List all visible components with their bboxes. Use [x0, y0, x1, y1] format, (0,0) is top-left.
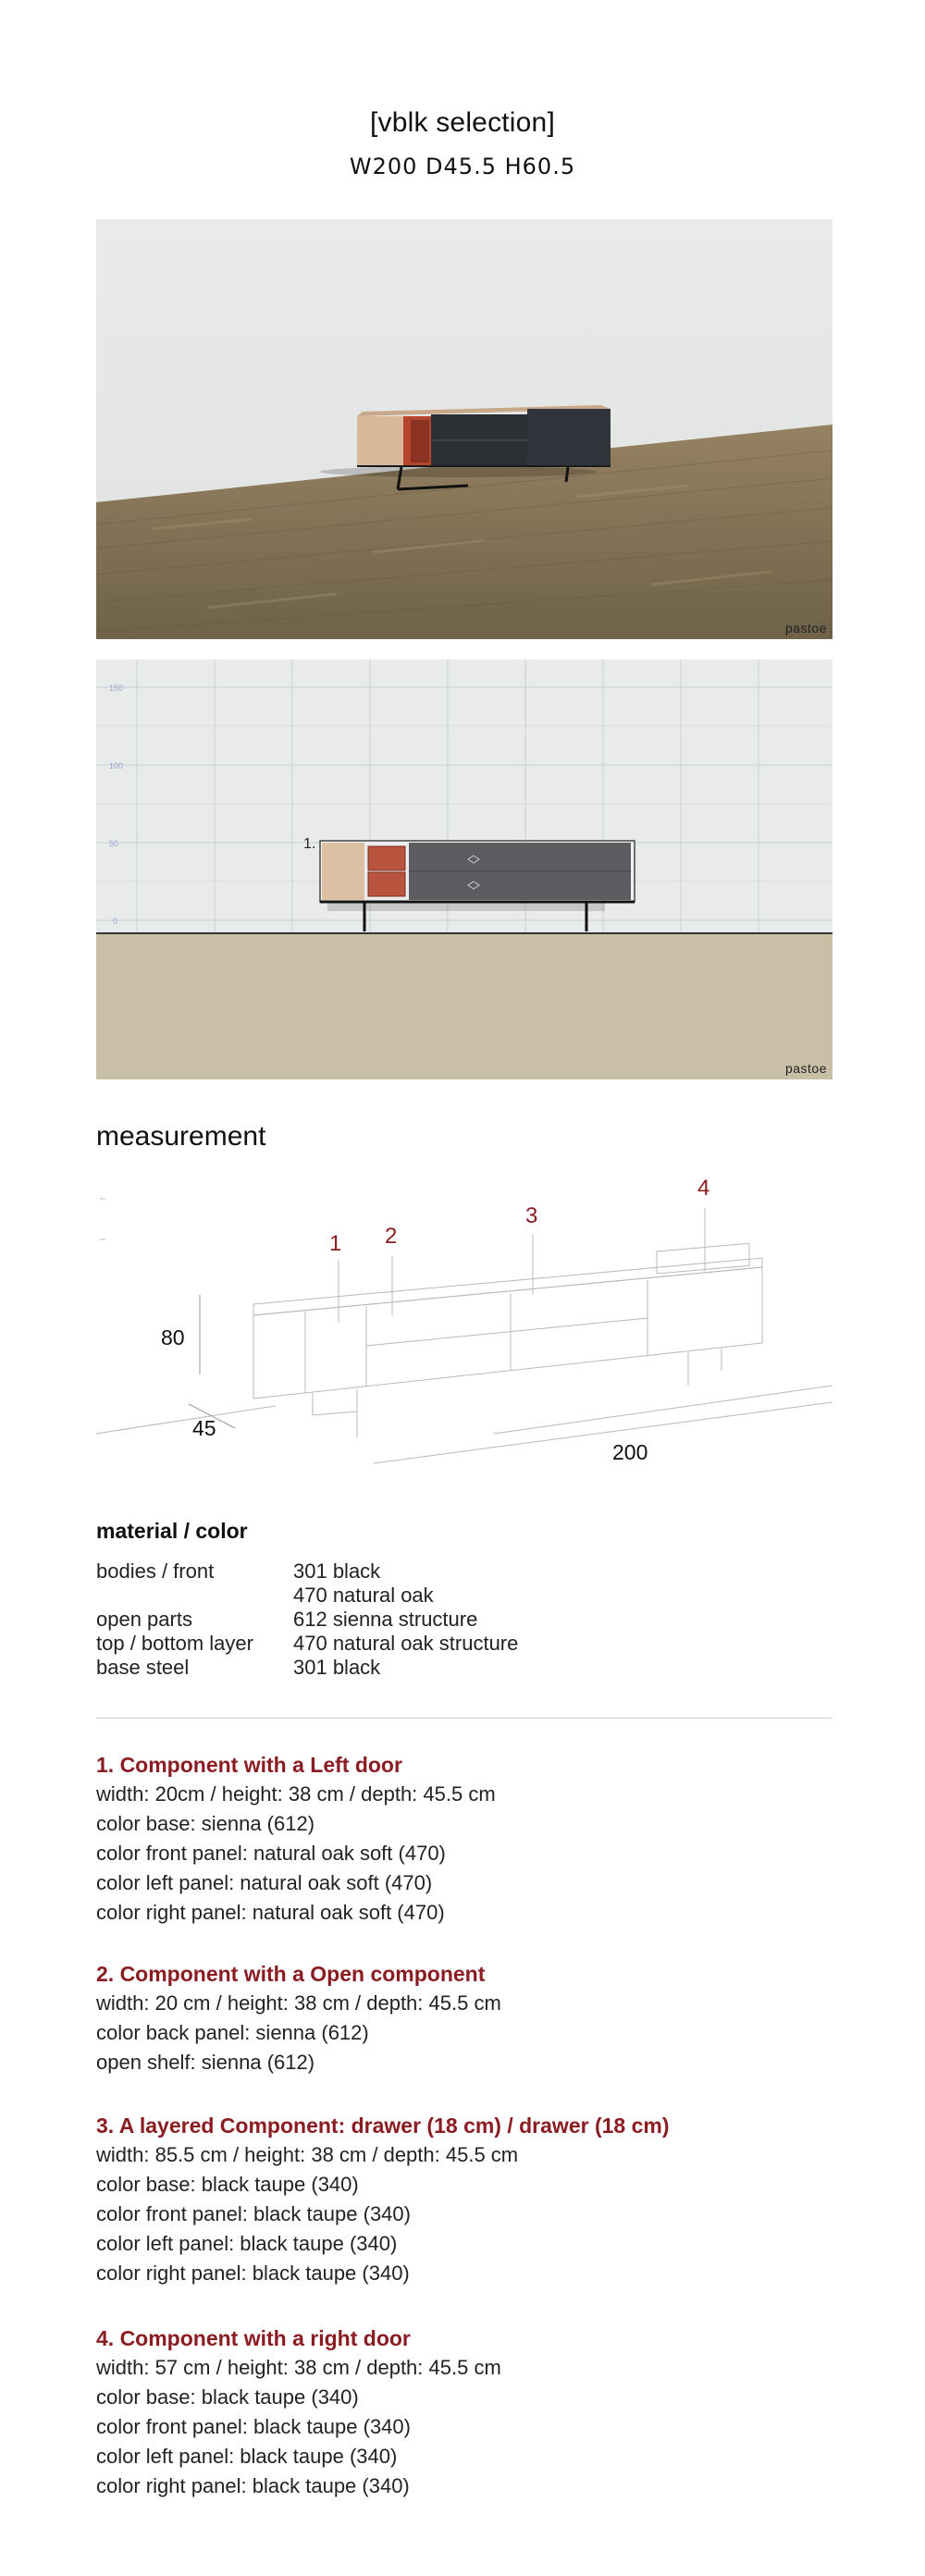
material-value: 301 black [293, 1559, 381, 1583]
component-line: color back panel: sienna (612) [96, 2021, 369, 2044]
material-row [96, 1584, 518, 1608]
component-1 [96, 1750, 836, 1928]
grid-label: 50 [109, 839, 119, 848]
depth-label: 45 [192, 1416, 216, 1440]
section-divider [96, 1718, 832, 1719]
component-title: 4. Component with a right door [96, 2326, 411, 2350]
component-line: color front panel: black taupe (340) [96, 2415, 411, 2438]
component-line: color base: sienna (612) [96, 1812, 315, 1835]
material-table [96, 1559, 518, 1680]
component-line: width: 57 cm / height: 38 cm / depth: 45.5 cm [96, 2356, 501, 2379]
page-title: [vblk selection] [370, 107, 555, 138]
grid-label: 150 [109, 684, 124, 693]
material-key: top / bottom layer [96, 1632, 253, 1655]
component-line: color right panel: natural oak soft (470) [96, 1901, 445, 1924]
component-title: 1. Component with a Left door [96, 1753, 402, 1777]
component-line: color left panel: black taupe (340) [96, 2445, 398, 2468]
material-value: 470 natural oak structure [293, 1632, 519, 1655]
material-key [96, 1584, 293, 1608]
material-row [96, 1632, 518, 1656]
marker-2: 2 [385, 1224, 398, 1249]
front-render-image [96, 659, 832, 1079]
width-label: 200 [612, 1440, 648, 1464]
material-title: material / color [96, 1519, 248, 1543]
height-label: 80 [161, 1325, 185, 1350]
front-render [96, 659, 832, 1079]
perspective-render-image [96, 219, 832, 639]
material-value: 612 sienna structure [293, 1608, 478, 1631]
measurement-title: measurement [96, 1121, 266, 1152]
component-line: color front panel: natural oak soft (470) [96, 1842, 446, 1865]
component-title: 2. Component with a Open component [96, 1962, 486, 1986]
component-line: width: 85.5 cm / height: 38 cm / depth: 45.5 cm [96, 2143, 519, 2166]
page-dimensions: W200 D45.5 H60.5 [349, 154, 576, 179]
material-row [96, 1656, 518, 1680]
component-line: color front panel: black taupe (340) [96, 2202, 411, 2225]
material-row [96, 1559, 518, 1584]
material-row [96, 1608, 518, 1632]
marker-1: 1 [329, 1231, 342, 1256]
component-line: width: 20cm / height: 38 cm / depth: 45.5 cm [96, 1782, 496, 1806]
material-key: base steel [96, 1656, 190, 1679]
component-4 [96, 2323, 836, 2501]
component-line: color right panel: black taupe (340) [96, 2262, 410, 2285]
grid-label: 100 [109, 761, 124, 770]
component-marker: 1. [303, 836, 316, 852]
component-line: width: 20 cm / height: 38 cm / depth: 45.5 cm [96, 1991, 501, 2015]
component-3 [96, 2111, 836, 2288]
component-2 [96, 1959, 836, 2077]
component-line: color left panel: black taupe (340) [96, 2232, 398, 2255]
component-line: color right panel: black taupe (340) [96, 2474, 410, 2497]
component-line: color left panel: natural oak soft (470) [96, 1871, 433, 1894]
material-key: bodies / front [96, 1559, 215, 1583]
material-value: 470 natural oak [293, 1584, 434, 1607]
material-key: open parts [96, 1608, 192, 1631]
grid-label: 0 [113, 917, 118, 926]
marker-4: 4 [697, 1176, 710, 1201]
perspective-render [96, 219, 832, 639]
measurement-diagram [96, 1156, 832, 1471]
brand-label: pastoe [784, 621, 827, 635]
component-line: color base: black taupe (340) [96, 2385, 359, 2409]
component-title: 3. A layered Component: drawer (18 cm) / drawer (18 cm) [96, 2114, 670, 2138]
brand-label: pastoe [784, 1061, 827, 1076]
material-value: 301 black [293, 1656, 381, 1679]
marker-3: 3 [525, 1203, 538, 1228]
component-line: open shelf: sienna (612) [96, 2051, 315, 2074]
component-line: color base: black taupe (340) [96, 2173, 359, 2196]
